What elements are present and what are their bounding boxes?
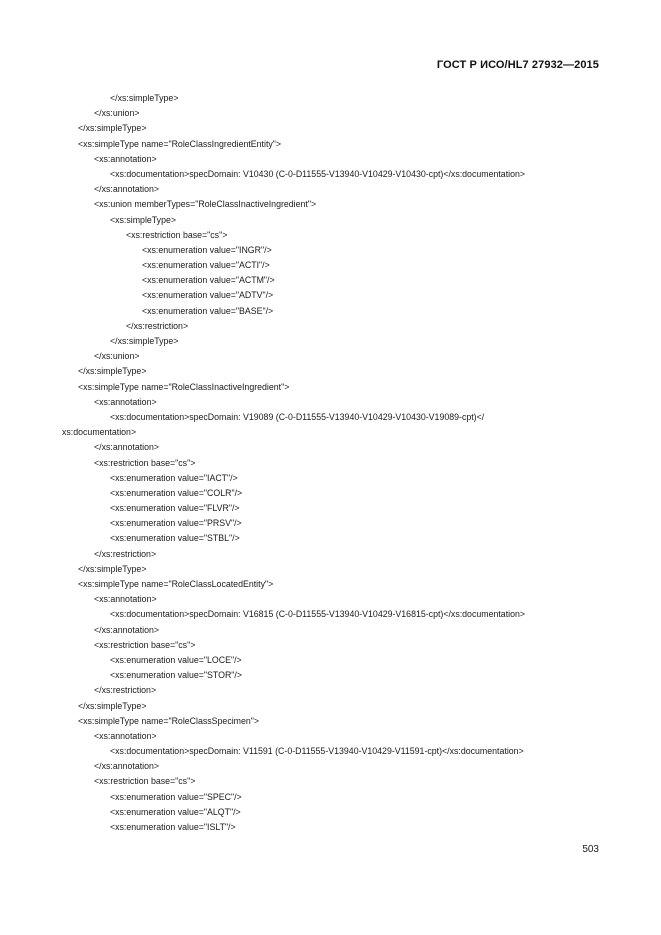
code-line: <xs:enumeration value="STBL"/> xyxy=(110,533,240,544)
code-line: <xs:enumeration value="ISLT"/> xyxy=(110,822,236,832)
code-line: </xs:simpleType> xyxy=(78,563,147,574)
code-line: <xs:simpleType name="RoleClassLocatedEntity"> xyxy=(78,579,274,589)
code-line: <xs:enumeration value="PRSV"/> xyxy=(110,518,242,529)
code-line: <xs:restriction base="cs"> xyxy=(94,457,196,468)
code-line: </xs:annotation> xyxy=(94,761,160,772)
code-line: <xs:enumeration value="ALQT"/> xyxy=(110,806,241,817)
code-line: </xs:simpleType> xyxy=(78,700,147,711)
code-line: <xs:enumeration value="LOCE"/> xyxy=(110,654,242,665)
code-line: <xs:enumeration value="FLVR"/> xyxy=(110,503,240,514)
code-line: <xs:enumeration value="BASE"/> xyxy=(142,305,274,316)
code-line: <xs:annotation> xyxy=(94,153,157,164)
code-line: </xs:annotation> xyxy=(94,184,160,195)
code-line: <xs:enumeration value="STOR"/> xyxy=(110,670,242,681)
code-line: <xs:enumeration value="INGR"/> xyxy=(142,244,272,255)
code-line: <xs:enumeration value="SPEC"/> xyxy=(110,791,242,802)
code-line: </xs:restriction> xyxy=(126,320,189,331)
code-line: </xs:annotation> xyxy=(94,442,160,453)
code-line: <xs:documentation>specDomain: V11591 (C-0-D11555-V13940-V10429-V11591-cpt)</xs:documentation> xyxy=(110,746,524,757)
code-line: <xs:restriction base="cs"> xyxy=(126,229,228,240)
code-line: <xs:simpleType> xyxy=(110,214,177,225)
code-line: <xs:annotation> xyxy=(94,730,157,741)
code-line: <xs:documentation>specDomain: V16815 (C-0-D11555-V13940-V10429-V16815-cpt)</xs:documentation> xyxy=(110,609,526,620)
code-line: <xs:restriction base="cs"> xyxy=(94,776,196,787)
standard-header: ГОСТ Р ИСО/HL7 27932—2015 xyxy=(436,59,599,71)
code-line: </xs:annotation> xyxy=(94,624,160,635)
code-line: </xs:simpleType> xyxy=(78,123,147,134)
code-line: <xs:enumeration value="ACTI"/> xyxy=(142,260,270,271)
code-line: xs:documentation> xyxy=(62,427,137,438)
code-line: <xs:annotation> xyxy=(94,396,157,407)
code-line: <xs:documentation>specDomain: V10430 (C-0-D11555-V13940-V10429-V10430-cpt)</xs:documentation> xyxy=(110,168,526,179)
code-line: <xs:simpleType name="RoleClassIngredientEntity"> xyxy=(78,138,282,149)
code-line: </xs:union> xyxy=(94,108,140,119)
code-line: </xs:restriction> xyxy=(94,548,157,559)
code-line: </xs:simpleType> xyxy=(110,336,179,346)
code-line: </xs:restriction> xyxy=(94,685,157,696)
xml-code-listing xyxy=(62,91,602,835)
code-line: <xs:annotation> xyxy=(94,594,157,605)
page-number: 503 xyxy=(582,844,599,855)
code-line: <xs:simpleType name="RoleClassInactiveIngredient"> xyxy=(78,381,290,392)
code-line: <xs:restriction base="cs"> xyxy=(94,639,196,650)
code-line: <xs:simpleType name="RoleClassSpecimen"> xyxy=(78,715,260,726)
code-line: <xs:enumeration value="ACTM"/> xyxy=(142,275,275,286)
code-line: <xs:enumeration value="ADTV"/> xyxy=(142,290,274,301)
code-line: <xs:enumeration value="IACT"/> xyxy=(110,472,238,483)
code-line: </xs:simpleType> xyxy=(78,366,147,377)
code-line: <xs:union memberTypes="RoleClassInactiveIngredient"> xyxy=(94,199,317,210)
code-line: </xs:union> xyxy=(94,351,140,362)
code-line: <xs:enumeration value="COLR"/> xyxy=(110,487,243,498)
code-line: <xs:documentation>specDomain: V19089 (C-0-D11555-V13940-V10429-V10430-V19089-cpt)</ xyxy=(110,411,485,422)
code-line: </xs:simpleType> xyxy=(110,93,179,103)
